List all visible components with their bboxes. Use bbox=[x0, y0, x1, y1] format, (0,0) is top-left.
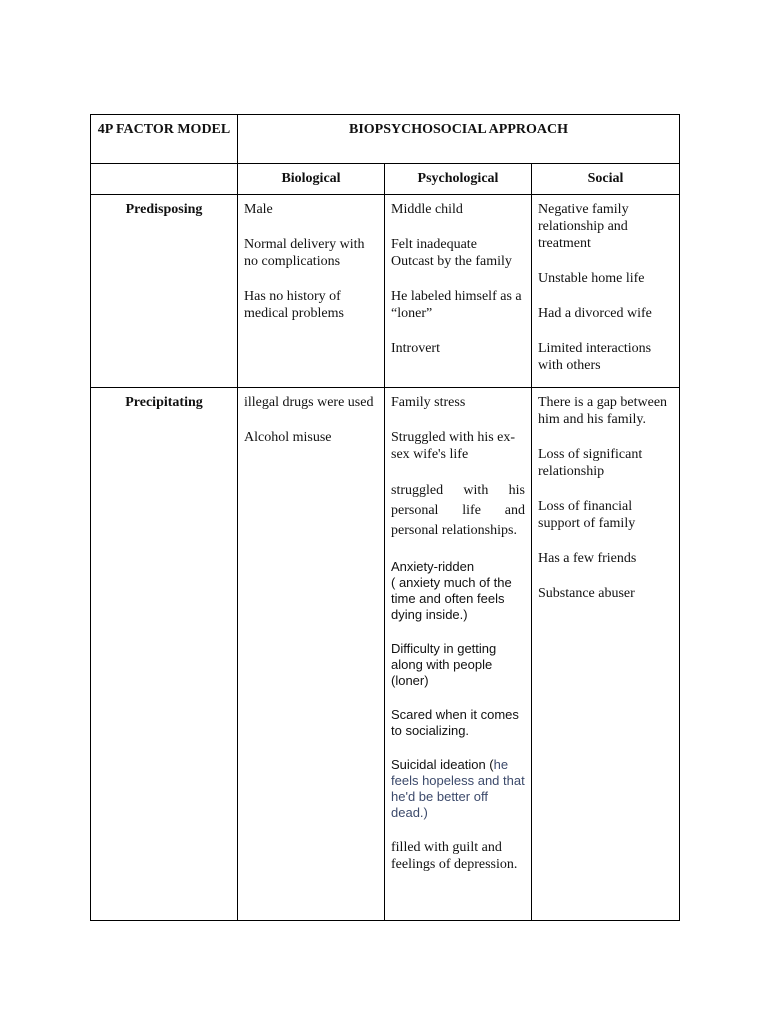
column-header-biological: Biological bbox=[238, 164, 385, 195]
table-row bbox=[91, 195, 680, 388]
biopsychosocial-table bbox=[90, 114, 680, 921]
suicidal-ideation-label: Suicidal ideation ( bbox=[391, 757, 494, 772]
column-header-social: Social bbox=[532, 164, 680, 195]
row-label-predisposing: Predisposing bbox=[91, 195, 238, 388]
row-label-precipitating: Precipitating bbox=[91, 388, 238, 921]
list-item: Struggled with his ex-sex wife's life bbox=[391, 430, 516, 462]
list-item: There is a gap between him and his family. bbox=[538, 395, 668, 427]
list-item: Has a few friends bbox=[538, 551, 637, 566]
list-item: Anxiety-ridden ( anxiety much of the time and often feels dying inside.) bbox=[391, 559, 512, 622]
list-item: Family stress bbox=[391, 395, 466, 410]
list-item: Difficulty in getting along with people (loner) bbox=[391, 641, 497, 688]
list-item: Negative family relationship and treatment bbox=[538, 202, 629, 251]
cell-predisposing-biological bbox=[238, 195, 385, 388]
list-item: Middle child bbox=[391, 202, 463, 217]
list-item: filled with guilt and feelings of depression. bbox=[391, 840, 518, 872]
list-item: Had a divorced wife bbox=[538, 306, 652, 321]
list-item: Has no history of medical problems bbox=[244, 289, 344, 321]
list-item: Normal delivery with no complications bbox=[244, 237, 365, 269]
list-item: Loss of significant relationship bbox=[538, 447, 643, 479]
column-header-psychological: Psychological bbox=[385, 164, 532, 195]
suicidal-ideation-detail: he feels hopeless and that he'd be better off dead.) bbox=[391, 757, 525, 820]
model-header: 4P FACTOR MODEL bbox=[91, 115, 238, 164]
list-item: Limited interactions with others bbox=[538, 341, 652, 373]
list-item: Alcohol misuse bbox=[244, 430, 332, 445]
cell-precipitating-psychological bbox=[385, 388, 532, 921]
cell-precipitating-biological bbox=[238, 388, 385, 921]
list-item: Unstable home life bbox=[538, 271, 645, 286]
cell-predisposing-psychological bbox=[385, 195, 532, 388]
cell-precipitating-social bbox=[532, 388, 680, 921]
list-item: Loss of financial support of family bbox=[538, 499, 636, 531]
empty-cell bbox=[91, 164, 238, 195]
list-item: Scared when it comes to socializing. bbox=[391, 707, 519, 738]
list-item: He labeled himself as a “loner” bbox=[391, 289, 522, 321]
list-item: struggled with his personal life and personal relationships. bbox=[391, 483, 525, 538]
list-item: Introvert bbox=[391, 341, 440, 356]
list-item: illegal drugs were used bbox=[244, 395, 374, 410]
cell-predisposing-social bbox=[532, 195, 680, 388]
list-item: Male bbox=[244, 202, 273, 217]
header-row bbox=[91, 115, 680, 164]
list-item bbox=[391, 757, 525, 821]
list-item: Substance abuser bbox=[538, 586, 635, 601]
table-row bbox=[91, 388, 680, 921]
approach-header: BIOPSYCHOSOCIAL APPROACH bbox=[238, 115, 680, 164]
subheader-row bbox=[91, 164, 680, 195]
list-item: Felt inadequate Outcast by the family bbox=[391, 237, 512, 269]
